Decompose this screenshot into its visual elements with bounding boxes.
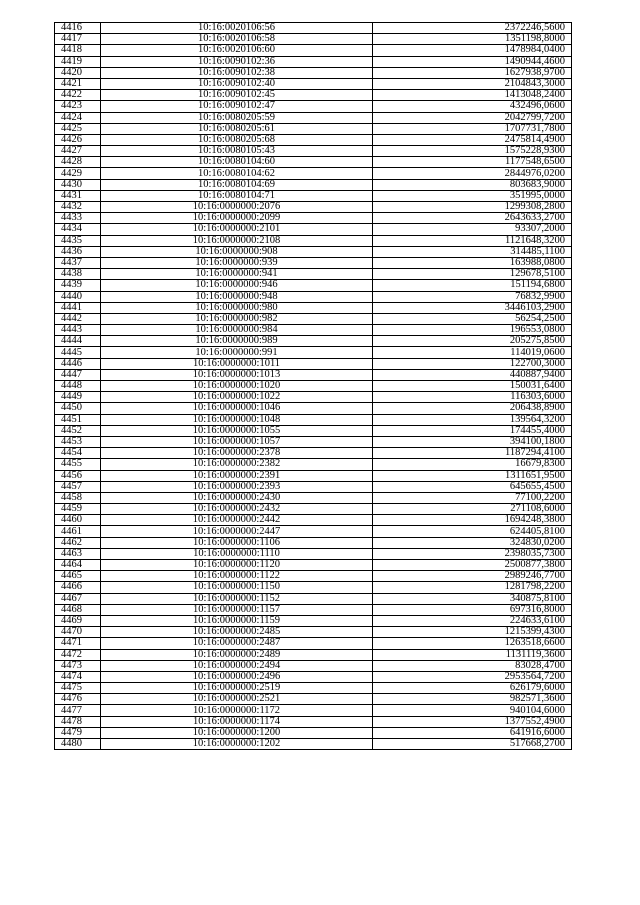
row-number-cell: 4430 — [55, 179, 101, 190]
table-row — [55, 481, 572, 492]
cadastral-number-cell: 10:16:0000000:939 — [101, 257, 373, 268]
row-number-cell: 4447 — [55, 369, 101, 380]
table-row — [55, 727, 572, 738]
value-cell: 76832,9900 — [373, 291, 572, 302]
row-number-cell: 4427 — [55, 146, 101, 157]
table-row — [55, 705, 572, 716]
cadastral-number-cell: 10:16:0000000:984 — [101, 325, 373, 336]
cadastral-number-cell: 10:16:0000000:2487 — [101, 638, 373, 649]
value-cell: 324830,0200 — [373, 537, 572, 548]
cadastral-number-cell: 10:16:0000000:2447 — [101, 526, 373, 537]
row-number-cell: 4431 — [55, 190, 101, 201]
row-number-cell: 4448 — [55, 381, 101, 392]
row-number-cell: 4425 — [55, 123, 101, 134]
value-cell: 1263518,6600 — [373, 638, 572, 649]
row-number-cell: 4456 — [55, 470, 101, 481]
cadastral-number-cell: 10:16:0000000:1150 — [101, 582, 373, 593]
cadastral-number-cell: 10:16:0000000:1200 — [101, 727, 373, 738]
row-number-cell: 4452 — [55, 425, 101, 436]
value-cell: 1707731,7800 — [373, 123, 572, 134]
value-cell: 206438,8900 — [373, 403, 572, 414]
table-row — [55, 358, 572, 369]
value-cell: 697316,8000 — [373, 604, 572, 615]
table-row — [55, 448, 572, 459]
row-number-cell: 4442 — [55, 313, 101, 324]
row-number-cell: 4443 — [55, 325, 101, 336]
row-number-cell: 4459 — [55, 504, 101, 515]
cadastral-number-cell: 10:16:0080104:69 — [101, 179, 373, 190]
value-cell: 1187294,4100 — [373, 448, 572, 459]
table-row — [55, 45, 572, 56]
value-cell: 224633,6100 — [373, 615, 572, 626]
table-row — [55, 336, 572, 347]
cadastral-number-cell: 10:16:0000000:1202 — [101, 739, 373, 750]
value-cell: 1478984,0400 — [373, 45, 572, 56]
row-number-cell: 4462 — [55, 537, 101, 548]
row-number-cell: 4472 — [55, 649, 101, 660]
table-row — [55, 739, 572, 750]
row-number-cell: 4470 — [55, 627, 101, 638]
table-row — [55, 101, 572, 112]
table-row — [55, 112, 572, 123]
row-number-cell: 4446 — [55, 358, 101, 369]
table-row — [55, 146, 572, 157]
table-row — [55, 381, 572, 392]
table-row — [55, 280, 572, 291]
table-row — [55, 213, 572, 224]
cadastral-number-cell: 10:16:0080205:59 — [101, 112, 373, 123]
table-row — [55, 436, 572, 447]
table-row — [55, 649, 572, 660]
cadastral-number-cell: 10:16:0000000:1011 — [101, 358, 373, 369]
cadastral-number-cell: 10:16:0000000:2489 — [101, 649, 373, 660]
cadastral-number-cell: 10:16:0000000:1106 — [101, 537, 373, 548]
value-cell: 1627938,9700 — [373, 67, 572, 78]
table-row — [55, 492, 572, 503]
cadastral-number-cell: 10:16:0090102:40 — [101, 78, 373, 89]
cadastral-number-cell: 10:16:0000000:1159 — [101, 615, 373, 626]
value-cell: 150031,6400 — [373, 381, 572, 392]
table-row — [55, 604, 572, 615]
row-number-cell: 4475 — [55, 683, 101, 694]
table-row — [55, 325, 572, 336]
table-row — [55, 56, 572, 67]
row-number-cell: 4432 — [55, 202, 101, 213]
table-row — [55, 313, 572, 324]
row-number-cell: 4477 — [55, 705, 101, 716]
cadastral-number-cell: 10:16:0000000:1110 — [101, 548, 373, 559]
row-number-cell: 4478 — [55, 716, 101, 727]
cadastral-number-cell: 10:16:0000000:1120 — [101, 560, 373, 571]
cadastral-number-cell: 10:16:0000000:2076 — [101, 202, 373, 213]
data-table-container — [54, 22, 571, 750]
table-row — [55, 179, 572, 190]
value-cell: 940104,6000 — [373, 705, 572, 716]
value-cell: 2500877,3800 — [373, 560, 572, 571]
cadastral-number-cell: 10:16:0000000:2393 — [101, 481, 373, 492]
table-row — [55, 526, 572, 537]
value-cell: 2643633,2700 — [373, 213, 572, 224]
cadastral-number-cell: 10:16:0080105:43 — [101, 146, 373, 157]
row-number-cell: 4460 — [55, 515, 101, 526]
row-number-cell: 4419 — [55, 56, 101, 67]
cadastral-number-cell: 10:16:0000000:1057 — [101, 436, 373, 447]
row-number-cell: 4433 — [55, 213, 101, 224]
table-row — [55, 627, 572, 638]
row-number-cell: 4418 — [55, 45, 101, 56]
cadastral-number-cell: 10:16:0020106:60 — [101, 45, 373, 56]
cadastral-number-cell: 10:16:0000000:946 — [101, 280, 373, 291]
row-number-cell: 4450 — [55, 403, 101, 414]
cadastral-number-cell: 10:16:0000000:948 — [101, 291, 373, 302]
row-number-cell: 4465 — [55, 571, 101, 582]
row-number-cell: 4449 — [55, 392, 101, 403]
table-row — [55, 459, 572, 470]
row-number-cell: 4429 — [55, 168, 101, 179]
row-number-cell: 4424 — [55, 112, 101, 123]
value-cell: 1281798,2200 — [373, 582, 572, 593]
value-cell: 340875,8100 — [373, 593, 572, 604]
row-number-cell: 4469 — [55, 615, 101, 626]
value-cell: 351995,0000 — [373, 190, 572, 201]
table-row — [55, 235, 572, 246]
row-number-cell: 4464 — [55, 560, 101, 571]
cadastral-number-cell: 10:16:0000000:2099 — [101, 213, 373, 224]
table-row — [55, 78, 572, 89]
value-cell: 1177548,6500 — [373, 157, 572, 168]
table-row — [55, 414, 572, 425]
cadastral-number-cell: 10:16:0080104:60 — [101, 157, 373, 168]
table-row — [55, 224, 572, 235]
value-cell: 2475814,4900 — [373, 134, 572, 145]
value-cell: 2042799,7200 — [373, 112, 572, 123]
value-cell: 626179,6000 — [373, 683, 572, 694]
value-cell: 2398035,7300 — [373, 548, 572, 559]
table-row — [55, 157, 572, 168]
cadastral-number-cell: 10:16:0020106:56 — [101, 23, 373, 34]
cadastral-number-cell: 10:16:0000000:2496 — [101, 671, 373, 682]
value-cell: 163988,0800 — [373, 257, 572, 268]
table-row — [55, 90, 572, 101]
value-cell: 16679,8300 — [373, 459, 572, 470]
value-cell: 122700,3000 — [373, 358, 572, 369]
row-number-cell: 4436 — [55, 246, 101, 257]
table-row — [55, 23, 572, 34]
cadastral-number-cell: 10:16:0090102:47 — [101, 101, 373, 112]
table-row — [55, 123, 572, 134]
cadastral-number-cell: 10:16:0020106:58 — [101, 34, 373, 45]
cadastral-number-cell: 10:16:0000000:1020 — [101, 381, 373, 392]
table-row — [55, 34, 572, 45]
cadastral-number-cell: 10:16:0000000:1122 — [101, 571, 373, 582]
value-cell: 2953564,7200 — [373, 671, 572, 682]
table-row — [55, 168, 572, 179]
row-number-cell: 4476 — [55, 694, 101, 705]
row-number-cell: 4438 — [55, 269, 101, 280]
value-cell: 1215399,4300 — [373, 627, 572, 638]
value-cell: 3446103,2900 — [373, 302, 572, 313]
value-cell: 803683,9000 — [373, 179, 572, 190]
cadastral-number-cell: 10:16:0000000:991 — [101, 347, 373, 358]
cadastral-number-cell: 10:16:0000000:980 — [101, 302, 373, 313]
cadastral-number-cell: 10:16:0000000:1174 — [101, 716, 373, 727]
row-number-cell: 4434 — [55, 224, 101, 235]
table-row — [55, 660, 572, 671]
table-row — [55, 190, 572, 201]
value-cell: 517668,2700 — [373, 739, 572, 750]
row-number-cell: 4439 — [55, 280, 101, 291]
table-body — [55, 23, 572, 750]
row-number-cell: 4440 — [55, 291, 101, 302]
table-row — [55, 67, 572, 78]
data-table — [54, 22, 572, 750]
value-cell: 1131119,3600 — [373, 649, 572, 660]
row-number-cell: 4479 — [55, 727, 101, 738]
row-number-cell: 4417 — [55, 34, 101, 45]
table-row — [55, 683, 572, 694]
value-cell: 196553,0800 — [373, 325, 572, 336]
table-row — [55, 425, 572, 436]
cadastral-number-cell: 10:16:0000000:2108 — [101, 235, 373, 246]
cadastral-number-cell: 10:16:0080104:71 — [101, 190, 373, 201]
table-row — [55, 369, 572, 380]
row-number-cell: 4421 — [55, 78, 101, 89]
value-cell: 394100,1800 — [373, 436, 572, 447]
value-cell: 2372246,5600 — [373, 23, 572, 34]
row-number-cell: 4426 — [55, 134, 101, 145]
cadastral-number-cell: 10:16:0080205:68 — [101, 134, 373, 145]
value-cell: 432496,0600 — [373, 101, 572, 112]
row-number-cell: 4441 — [55, 302, 101, 313]
value-cell: 151194,6800 — [373, 280, 572, 291]
cadastral-number-cell: 10:16:0080205:61 — [101, 123, 373, 134]
row-number-cell: 4473 — [55, 660, 101, 671]
cadastral-number-cell: 10:16:0000000:2391 — [101, 470, 373, 481]
table-row — [55, 615, 572, 626]
value-cell: 1351198,8000 — [373, 34, 572, 45]
value-cell: 129678,5100 — [373, 269, 572, 280]
row-number-cell: 4461 — [55, 526, 101, 537]
row-number-cell: 4444 — [55, 336, 101, 347]
table-row — [55, 716, 572, 727]
cadastral-number-cell: 10:16:0000000:2519 — [101, 683, 373, 694]
table-row — [55, 269, 572, 280]
table-row — [55, 134, 572, 145]
value-cell: 77100,2200 — [373, 492, 572, 503]
row-number-cell: 4420 — [55, 67, 101, 78]
row-number-cell: 4435 — [55, 235, 101, 246]
table-row — [55, 638, 572, 649]
value-cell: 114019,0600 — [373, 347, 572, 358]
value-cell: 139564,3200 — [373, 414, 572, 425]
row-number-cell: 4471 — [55, 638, 101, 649]
cadastral-number-cell: 10:16:0000000:1172 — [101, 705, 373, 716]
cadastral-number-cell: 10:16:0000000:982 — [101, 313, 373, 324]
value-cell: 982571,3600 — [373, 694, 572, 705]
value-cell: 314485,1100 — [373, 246, 572, 257]
row-number-cell: 4457 — [55, 481, 101, 492]
value-cell: 2104843,3000 — [373, 78, 572, 89]
value-cell: 1299308,2800 — [373, 202, 572, 213]
row-number-cell: 4416 — [55, 23, 101, 34]
table-row — [55, 582, 572, 593]
cadastral-number-cell: 10:16:0000000:2382 — [101, 459, 373, 470]
cadastral-number-cell: 10:16:0000000:1157 — [101, 604, 373, 615]
row-number-cell: 4480 — [55, 739, 101, 750]
table-row — [55, 291, 572, 302]
cadastral-number-cell: 10:16:0000000:2494 — [101, 660, 373, 671]
cadastral-number-cell: 10:16:0000000:1048 — [101, 414, 373, 425]
table-row — [55, 347, 572, 358]
row-number-cell: 4423 — [55, 101, 101, 112]
cadastral-number-cell: 10:16:0090102:36 — [101, 56, 373, 67]
row-number-cell: 4474 — [55, 671, 101, 682]
table-row — [55, 392, 572, 403]
cadastral-number-cell: 10:16:0000000:2430 — [101, 492, 373, 503]
cadastral-number-cell: 10:16:0090102:45 — [101, 90, 373, 101]
table-row — [55, 694, 572, 705]
value-cell: 440887,9400 — [373, 369, 572, 380]
table-row — [55, 257, 572, 268]
table-row — [55, 470, 572, 481]
cadastral-number-cell: 10:16:0000000:2432 — [101, 504, 373, 515]
value-cell: 205275,8500 — [373, 336, 572, 347]
table-row — [55, 504, 572, 515]
row-number-cell: 4468 — [55, 604, 101, 615]
row-number-cell: 4428 — [55, 157, 101, 168]
value-cell: 1413048,2400 — [373, 90, 572, 101]
cadastral-number-cell: 10:16:0000000:1022 — [101, 392, 373, 403]
value-cell: 174455,4000 — [373, 425, 572, 436]
value-cell: 116303,6000 — [373, 392, 572, 403]
table-row — [55, 548, 572, 559]
value-cell: 645655,4500 — [373, 481, 572, 492]
table-row — [55, 560, 572, 571]
cadastral-number-cell: 10:16:0000000:1046 — [101, 403, 373, 414]
cadastral-number-cell: 10:16:0000000:2442 — [101, 515, 373, 526]
value-cell: 56254,2500 — [373, 313, 572, 324]
table-row — [55, 246, 572, 257]
cadastral-number-cell: 10:16:0000000:2521 — [101, 694, 373, 705]
cadastral-number-cell: 10:16:0000000:1055 — [101, 425, 373, 436]
table-row — [55, 537, 572, 548]
row-number-cell: 4458 — [55, 492, 101, 503]
cadastral-number-cell: 10:16:0000000:941 — [101, 269, 373, 280]
row-number-cell: 4454 — [55, 448, 101, 459]
value-cell: 2844976,0200 — [373, 168, 572, 179]
value-cell: 1311651,9500 — [373, 470, 572, 481]
table-row — [55, 593, 572, 604]
value-cell: 1377552,4900 — [373, 716, 572, 727]
value-cell: 624405,8100 — [373, 526, 572, 537]
cadastral-number-cell: 10:16:0080104:62 — [101, 168, 373, 179]
cadastral-number-cell: 10:16:0090102:38 — [101, 67, 373, 78]
row-number-cell: 4466 — [55, 582, 101, 593]
value-cell: 83028,4700 — [373, 660, 572, 671]
value-cell: 271108,6000 — [373, 504, 572, 515]
cadastral-number-cell: 10:16:0000000:2485 — [101, 627, 373, 638]
cadastral-number-cell: 10:16:0000000:2101 — [101, 224, 373, 235]
table-row — [55, 302, 572, 313]
row-number-cell: 4455 — [55, 459, 101, 470]
table-row — [55, 202, 572, 213]
cadastral-number-cell: 10:16:0000000:989 — [101, 336, 373, 347]
table-row — [55, 515, 572, 526]
row-number-cell: 4467 — [55, 593, 101, 604]
table-row — [55, 403, 572, 414]
value-cell: 1694248,3800 — [373, 515, 572, 526]
value-cell: 1490944,4600 — [373, 56, 572, 67]
value-cell: 641916,6000 — [373, 727, 572, 738]
value-cell: 1121648,3200 — [373, 235, 572, 246]
cadastral-number-cell: 10:16:0000000:908 — [101, 246, 373, 257]
row-number-cell: 4463 — [55, 548, 101, 559]
cadastral-number-cell: 10:16:0000000:1013 — [101, 369, 373, 380]
row-number-cell: 4453 — [55, 436, 101, 447]
value-cell: 1575228,9300 — [373, 146, 572, 157]
value-cell: 2989246,7700 — [373, 571, 572, 582]
value-cell: 93307,2000 — [373, 224, 572, 235]
row-number-cell: 4422 — [55, 90, 101, 101]
row-number-cell: 4437 — [55, 257, 101, 268]
table-row — [55, 671, 572, 682]
table-row — [55, 571, 572, 582]
cadastral-number-cell: 10:16:0000000:1152 — [101, 593, 373, 604]
row-number-cell: 4451 — [55, 414, 101, 425]
row-number-cell: 4445 — [55, 347, 101, 358]
cadastral-number-cell: 10:16:0000000:2378 — [101, 448, 373, 459]
